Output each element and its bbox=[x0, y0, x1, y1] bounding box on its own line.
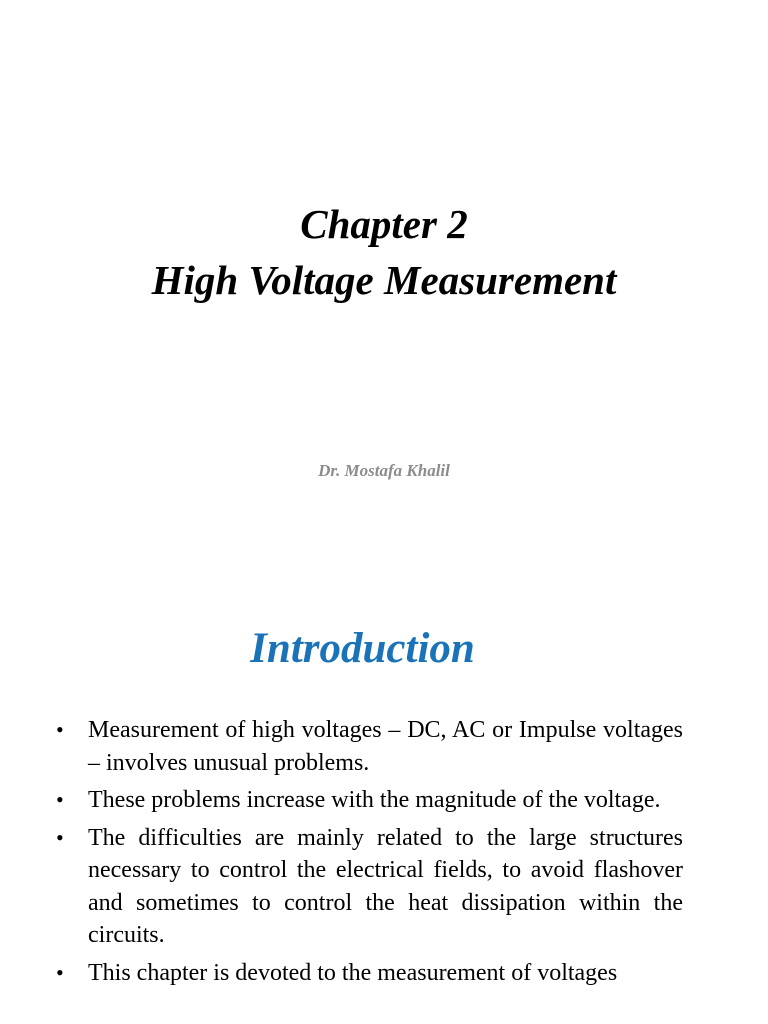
bullet-list bbox=[0, 714, 768, 994]
bullet-item bbox=[0, 714, 683, 779]
chapter-number: Chapter 2 bbox=[300, 201, 468, 247]
bullet-point-icon: • bbox=[56, 959, 64, 985]
author-name: Dr. Mostafa Khalil bbox=[318, 461, 450, 480]
bullet-text: Measurement of high voltages – DC, AC or Impulse voltages – involves unusual problems. bbox=[88, 717, 683, 776]
bullet-item bbox=[0, 822, 683, 952]
bullet-text: These problems increase with the magnitude of the voltage. bbox=[88, 787, 661, 813]
bullet-item bbox=[0, 784, 683, 817]
chapter-title bbox=[0, 196, 768, 308]
bullet-point-icon: • bbox=[56, 787, 64, 812]
bullet-point-icon: • bbox=[56, 717, 64, 742]
bullet-item bbox=[0, 957, 683, 990]
bullet-text: The difficulties are mainly related to the large structures necessary to control the electrical fields, to avoid flashover and sometimes to control the heat dissipation within the circuits. bbox=[88, 824, 683, 948]
bullet-point-icon: • bbox=[56, 824, 64, 850]
bullet-text: This chapter is devoted to the measurement of voltages bbox=[88, 959, 618, 986]
chapter-name: High Voltage Measurement bbox=[151, 257, 617, 303]
section-heading: Introduction bbox=[250, 625, 475, 672]
